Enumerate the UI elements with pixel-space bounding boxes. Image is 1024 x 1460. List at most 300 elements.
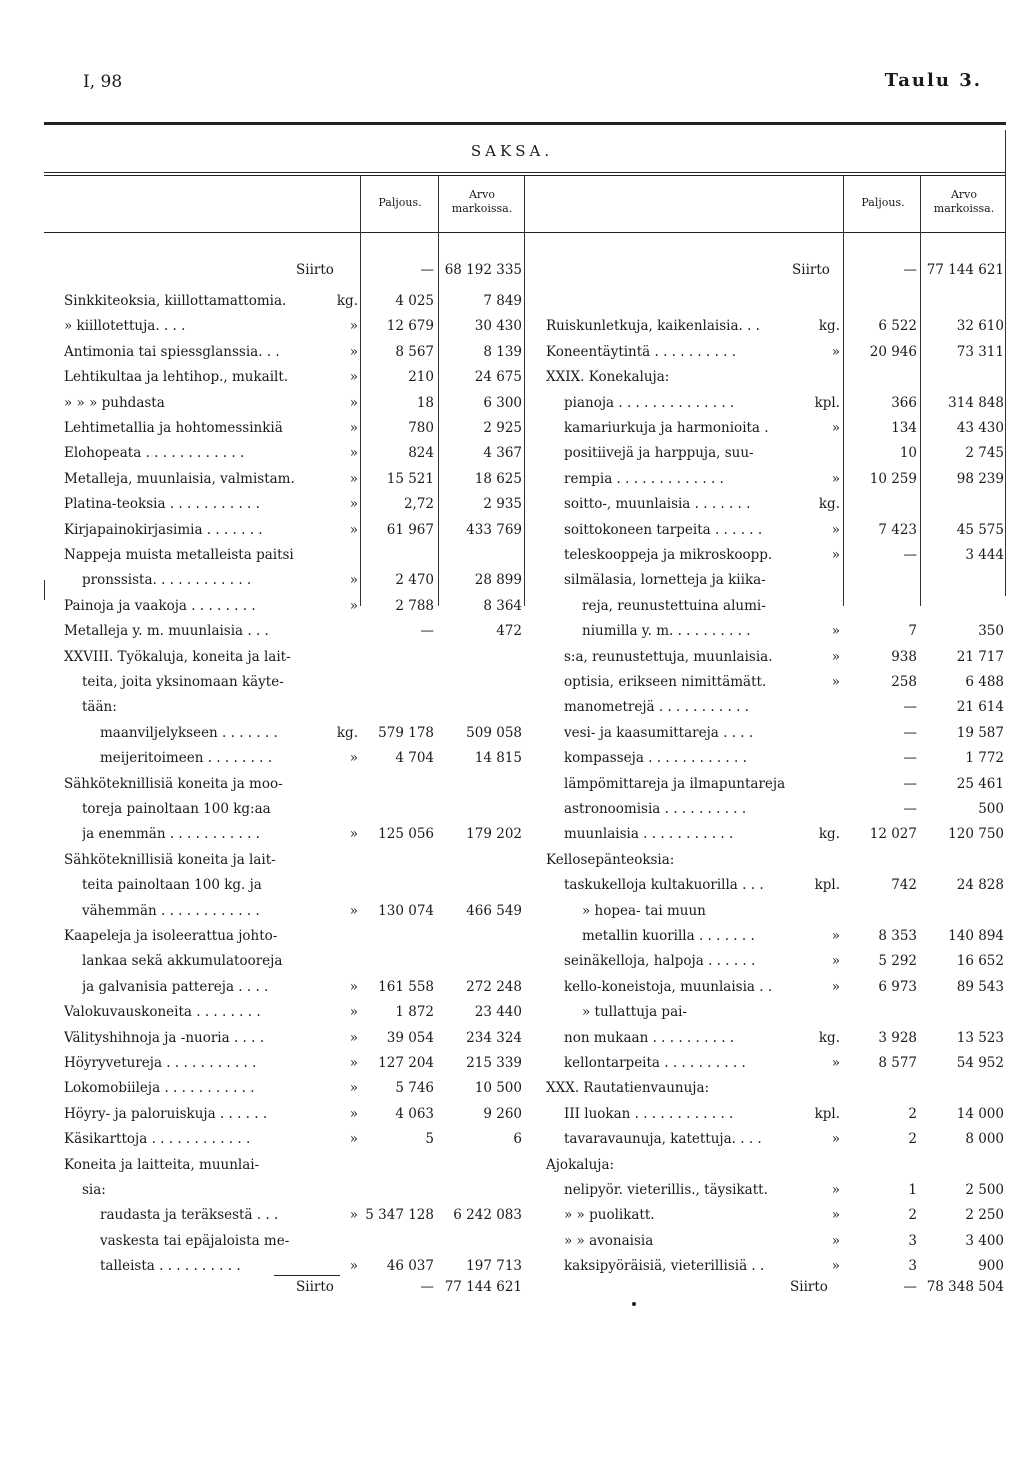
right-row-label: Ruiskunletkuja, kaikenlaisia. . .	[546, 318, 760, 335]
right-row-quantity: —	[903, 750, 917, 767]
left-row-label: Välityshihnoja ja -nuoria . . . .	[64, 1029, 264, 1046]
right-row-unit: kpl.	[814, 877, 840, 894]
left-row-unit: »	[349, 1258, 358, 1275]
right-row-quantity: —	[903, 775, 917, 792]
left-row-quantity: —	[420, 623, 434, 640]
left-row-value: 215 339	[466, 1055, 522, 1071]
left-row-value: 272 248	[466, 978, 522, 995]
left-quantity-header: Paljous.	[378, 196, 422, 209]
right-row-label: optisia, erikseen nimittämätt.	[564, 674, 767, 690]
right-row-unit: »	[831, 343, 840, 360]
left-row-label: teita painoltaan 100 kg. ja	[82, 877, 262, 894]
left-row-label: tään:	[82, 699, 117, 716]
left-row-label: Metalleja, muunlaisia, valmistam.	[64, 470, 295, 487]
right-table-row	[0, 722, 1024, 744]
right-row-quantity: 7 423	[878, 521, 917, 538]
header-rule-top	[44, 172, 1006, 173]
right-row-label: XXIX. Konekaluja:	[546, 369, 670, 386]
left-row-label: pronssista. . . . . . . . . . . .	[82, 572, 252, 589]
left-row-value: 30 430	[474, 318, 522, 335]
right-row-unit: kpl.	[814, 1105, 840, 1122]
left-row-label: teita, joita yksinomaan käyte-	[82, 674, 284, 690]
left-row-label: » kiillotettuja. . . .	[64, 318, 186, 335]
right-row-unit: kg.	[818, 1029, 840, 1046]
right-row-label: teleskooppeja ja mikroskoopp.	[564, 547, 773, 563]
right-row-value: 16 652	[956, 953, 1004, 970]
right-table-row	[0, 1077, 1024, 1099]
right-row-label: » tullattuja pai-	[582, 1004, 687, 1021]
left-row-label: Koneita ja laitteita, muunlai-	[64, 1156, 260, 1173]
right-row-unit: »	[831, 1055, 840, 1071]
right-row-quantity: 6 973	[878, 978, 917, 995]
right-table-row	[0, 874, 1024, 896]
right-table-row	[0, 646, 1024, 668]
right-table-row	[0, 620, 1024, 642]
left-carry-in-value: 68 192 335	[444, 262, 522, 278]
right-table-row	[0, 417, 1024, 439]
left-row-quantity: 824	[408, 445, 434, 462]
right-table-row	[0, 1154, 1024, 1176]
right-row-unit: »	[831, 1258, 840, 1275]
left-row-quantity: 210	[408, 369, 434, 386]
left-row-unit: »	[349, 1004, 358, 1021]
right-row-unit: kg.	[818, 826, 840, 843]
left-row-value: 8 139	[483, 343, 522, 360]
left-row-quantity: 5 347 128	[365, 1207, 434, 1224]
left-row-value: 234 324	[466, 1029, 522, 1046]
right-row-quantity: 258	[891, 674, 917, 690]
left-row-unit: »	[349, 1131, 358, 1148]
right-row-quantity: —	[903, 724, 917, 741]
right-row-unit: »	[831, 1207, 840, 1224]
right-row-label: astronoomisia . . . . . . . . . .	[564, 801, 747, 817]
right-row-value: 2 250	[965, 1207, 1004, 1224]
right-row-label: lämpömittareja ja ilmapuntareja	[564, 775, 786, 792]
right-row-label: tavaravaunuja, katettuja. . . .	[564, 1131, 762, 1148]
right-row-value: 98 239	[956, 470, 1004, 487]
left-row-label: XXVIII. Työkaluja, koneita ja lait-	[64, 648, 291, 665]
right-row-label: non mukaan . . . . . . . . . .	[564, 1029, 735, 1046]
right-row-value: 43 430	[956, 420, 1004, 436]
right-carry-out-value: 78 348 504	[926, 1279, 1004, 1295]
left-row-label: Käsikarttoja . . . . . . . . . . . .	[64, 1131, 251, 1148]
left-row-value: 6 242 083	[453, 1207, 522, 1224]
right-row-value: 21 614	[956, 699, 1004, 716]
right-row-label: niumilla y. m. . . . . . . . . .	[582, 623, 751, 640]
right-row-unit: kpl.	[814, 394, 840, 411]
left-row-quantity: 1 872	[395, 1004, 434, 1021]
left-row-label: Höyryveturejа . . . . . . . . . . .	[64, 1055, 257, 1071]
right-row-label: Koneentäytintä . . . . . . . . . .	[546, 343, 737, 360]
left-row-quantity: 15 521	[386, 470, 434, 487]
left-row-value: 179 202	[466, 826, 522, 843]
right-table-row	[0, 747, 1024, 769]
right-row-quantity: —	[903, 699, 917, 716]
right-row-quantity: 742	[891, 877, 917, 894]
left-row-value: 10 500	[474, 1080, 522, 1097]
right-table-row	[0, 341, 1024, 363]
right-row-label: kaksipyöräisiä, vieterillisiä . .	[564, 1258, 765, 1275]
left-row-quantity: 2 470	[395, 572, 434, 589]
right-row-quantity: 12 027	[869, 826, 917, 843]
left-row-quantity: 127 204	[378, 1055, 434, 1071]
left-row-label: lankaa sekä akkumulatooreja	[82, 953, 283, 970]
right-row-quantity: —	[903, 801, 917, 817]
left-row-value: 6	[513, 1131, 522, 1148]
left-row-label: maanviljelykseen . . . . . . .	[100, 724, 278, 741]
right-row-unit: kg.	[818, 496, 840, 513]
left-row-quantity: 4 704	[395, 750, 434, 767]
left-row-unit: »	[349, 572, 358, 589]
right-row-quantity: 10	[899, 445, 917, 462]
left-row-unit: »	[349, 1029, 358, 1046]
left-row-quantity: 161 558	[378, 978, 434, 995]
right-row-quantity: 3	[908, 1232, 917, 1249]
left-row-unit: »	[349, 445, 358, 462]
right-row-label: reja, reunustettuina alumi-	[582, 597, 766, 614]
right-row-quantity: 2	[908, 1207, 917, 1224]
right-row-value: 8 000	[965, 1131, 1004, 1148]
right-table-row	[0, 468, 1024, 490]
right-table-row	[0, 823, 1024, 845]
left-row-label: sia:	[82, 1182, 106, 1198]
right-row-label: silmälasia, lornetteja ja kiika-	[564, 572, 766, 589]
right-row-label: soitto-, muunlaisia . . . . . . .	[564, 496, 751, 513]
right-row-quantity: 7	[908, 623, 917, 640]
left-row-unit: »	[349, 1207, 358, 1224]
right-row-value: 3 444	[965, 547, 1004, 563]
left-row-quantity: 12 679	[386, 318, 434, 335]
left-row-label: Kirjapainokirjasimia . . . . . . .	[64, 521, 263, 538]
right-table-row	[0, 849, 1024, 871]
right-row-label: positiivejä ja harppuja, suu-	[564, 445, 754, 462]
right-table-row	[0, 671, 1024, 693]
right-row-value: 2 500	[965, 1182, 1004, 1198]
left-carry-out-qty: —	[420, 1279, 434, 1295]
page-number: I, 98	[83, 72, 123, 92]
right-carry-out-qty: —	[903, 1279, 917, 1295]
left-row-value: 24 675	[474, 369, 522, 386]
left-row-value: 466 549	[466, 902, 522, 919]
left-row-label: Sähköteknillisiä koneita ja moo-	[64, 775, 283, 792]
left-carry-out-label: Siirto	[296, 1279, 334, 1295]
right-row-value: 19 587	[956, 724, 1004, 741]
left-row-label: ja galvanisia pattereja . . . .	[82, 978, 269, 995]
left-row-value: 4 367	[483, 445, 522, 462]
left-row-quantity: 780	[408, 420, 434, 436]
left-row-label: Metalleja y. m. muunlaisia . . .	[64, 623, 269, 640]
right-table-row	[0, 1103, 1024, 1125]
right-table-row	[0, 595, 1024, 617]
right-row-quantity: 134	[891, 420, 917, 436]
right-row-label: » » puolikatt.	[564, 1207, 655, 1224]
right-table-row	[0, 1179, 1024, 1201]
right-row-label: metallin kuorilla . . . . . . .	[582, 928, 755, 944]
left-row-quantity: 39 054	[386, 1029, 434, 1046]
right-carry-in-value: 77 144 621	[926, 262, 1004, 278]
left-row-unit: »	[349, 750, 358, 767]
right-row-value: 54 952	[956, 1055, 1004, 1071]
left-row-unit: »	[349, 826, 358, 843]
right-row-unit: »	[831, 1131, 840, 1148]
ink-dot	[632, 1302, 636, 1306]
left-row-quantity: 2 788	[395, 597, 434, 614]
left-row-quantity: 579 178	[378, 724, 434, 741]
right-row-value: 24 828	[956, 877, 1004, 894]
left-row-unit: »	[349, 902, 358, 919]
right-row-quantity: 938	[891, 648, 917, 665]
left-row-unit: »	[349, 343, 358, 360]
left-row-label: Lehtikultaa ja lehtihop., mukailt.	[64, 369, 289, 386]
left-row-unit: »	[349, 1105, 358, 1122]
right-row-value: 2 745	[965, 445, 1004, 462]
right-table-row	[0, 1001, 1024, 1023]
right-row-value: 1 772	[965, 750, 1004, 767]
right-row-unit: »	[831, 521, 840, 538]
left-value-header: Arvo markoissa.	[451, 188, 513, 215]
left-row-unit: »	[349, 521, 358, 538]
right-table-row	[0, 798, 1024, 820]
right-row-label: rempia . . . . . . . . . . . . .	[564, 470, 724, 487]
right-table-row	[0, 976, 1024, 998]
left-row-value: 8 364	[483, 597, 522, 614]
right-row-quantity: 3 928	[878, 1029, 917, 1046]
right-carry-out-label: Siirto	[790, 1279, 828, 1295]
right-row-value: 120 750	[948, 826, 1004, 843]
right-table-row	[0, 544, 1024, 566]
left-carry-in-qty: —	[420, 262, 434, 278]
right-row-value: 25 461	[956, 775, 1004, 792]
left-row-quantity: 4 063	[395, 1105, 434, 1122]
left-row-unit: kg.	[336, 293, 358, 309]
right-table-row	[0, 442, 1024, 464]
right-table-row	[0, 392, 1024, 414]
left-row-label: vaskesta tai epäjaloista me-	[100, 1232, 290, 1249]
right-row-label: s:a, reunustettuja, muunlaisia.	[564, 648, 773, 665]
left-row-quantity: 61 967	[386, 521, 434, 538]
right-row-quantity: 8 353	[878, 928, 917, 944]
right-row-value: 13 523	[956, 1029, 1004, 1046]
right-row-unit: »	[831, 623, 840, 640]
right-row-unit: »	[831, 674, 840, 690]
left-row-value: 197 713	[466, 1258, 522, 1275]
left-carry-in-label: Siirto	[296, 262, 334, 278]
country-title: SAKSA.	[470, 142, 554, 160]
right-row-quantity: 6 522	[878, 318, 917, 335]
right-row-label: pianoja . . . . . . . . . . . . . .	[564, 394, 735, 411]
left-row-value: 509 058	[466, 724, 522, 741]
right-table-row	[0, 493, 1024, 515]
right-table-row	[0, 1204, 1024, 1226]
right-row-label: kellontarpeita . . . . . . . . . .	[564, 1055, 746, 1071]
left-row-quantity: 8 567	[395, 343, 434, 360]
right-row-value: 314 848	[948, 394, 1004, 411]
right-carry-in-qty: —	[903, 262, 917, 278]
right-table-row	[0, 290, 1024, 312]
right-row-value: 73 311	[956, 343, 1004, 360]
right-table-row	[0, 1255, 1024, 1277]
right-table-row	[0, 773, 1024, 795]
left-row-quantity: 125 056	[378, 826, 434, 843]
left-row-value: 2 925	[483, 420, 522, 436]
left-row-label: Antimonia tai spiessglanssia. . .	[64, 343, 280, 360]
left-row-unit: kg.	[336, 724, 358, 741]
right-table-row	[0, 950, 1024, 972]
left-row-label: Sähköteknillisiä koneita ja lait-	[64, 851, 276, 868]
right-row-quantity: 2	[908, 1131, 917, 1148]
right-table-row	[0, 1230, 1024, 1252]
right-row-label: nelipyör. vieterillis., täysikatt.	[564, 1182, 768, 1198]
right-table-row	[0, 315, 1024, 337]
right-row-quantity: 20 946	[869, 343, 917, 360]
header-rule-top-2	[44, 175, 1006, 176]
left-row-value: 18 625	[474, 470, 522, 487]
right-row-value: 14 000	[956, 1105, 1004, 1122]
left-row-quantity: 130 074	[378, 902, 434, 919]
left-row-label: Kaapeleja ja isoleerattua johto-	[64, 928, 278, 944]
right-table-row	[0, 1027, 1024, 1049]
left-row-value: 9 260	[483, 1105, 522, 1122]
left-row-label: » » » puhdasta	[64, 394, 165, 411]
right-row-label: XXX. Rautatienvaunuja:	[546, 1080, 710, 1097]
left-row-unit: »	[349, 420, 358, 436]
right-row-quantity: 10 259	[869, 470, 917, 487]
right-table-row	[0, 696, 1024, 718]
left-row-label: Sinkkiteoksia, kiillottamattomia.	[64, 293, 287, 309]
right-row-unit: »	[831, 1232, 840, 1249]
left-row-value: 472	[496, 623, 522, 640]
right-row-label: Ajokaluja:	[546, 1156, 615, 1173]
right-row-unit: »	[831, 420, 840, 436]
right-row-label: kello-koneistoja, muunlaisia . .	[564, 978, 773, 995]
right-table-row	[0, 1052, 1024, 1074]
header-rule-bottom	[44, 232, 1006, 233]
left-row-quantity: 2,72	[403, 496, 434, 513]
left-row-label: Elohopeata . . . . . . . . . . . .	[64, 445, 245, 462]
left-row-value: 6 300	[483, 394, 522, 411]
right-row-unit: »	[831, 978, 840, 995]
left-row-quantity: 46 037	[386, 1258, 434, 1275]
left-row-label: Platina-teoksia . . . . . . . . . . .	[64, 496, 260, 513]
right-row-unit: »	[831, 928, 840, 944]
right-row-value: 89 543	[956, 978, 1004, 995]
table-label: Taulu 3.	[884, 70, 982, 91]
left-row-quantity: 4 025	[395, 293, 434, 309]
right-row-unit: »	[831, 470, 840, 487]
right-row-label: III luokan . . . . . . . . . . . .	[564, 1105, 734, 1122]
left-row-label: Lehtimetallia ja hohtomessinkiä	[64, 420, 283, 436]
right-row-value: 350	[978, 623, 1004, 640]
right-row-quantity: —	[903, 547, 917, 563]
top-rule	[44, 122, 1006, 125]
left-row-value: 23 440	[474, 1004, 522, 1021]
right-row-label: Kellosepänteoksia:	[546, 851, 675, 868]
right-row-label: taskukelloja kultakuorilla . . .	[564, 877, 764, 894]
left-row-label: talleista . . . . . . . . . .	[100, 1258, 241, 1275]
right-carry-in-label: Siirto	[792, 262, 830, 278]
left-row-label: Valokuvauskoneita . . . . . . . .	[64, 1004, 261, 1021]
right-row-label: vesi- ja kaasumittareja . . . .	[564, 724, 754, 741]
right-table-row	[0, 569, 1024, 591]
left-row-value: 7 849	[483, 293, 522, 309]
right-row-value: 500	[978, 801, 1004, 817]
left-row-value: 28 899	[474, 572, 522, 589]
right-quantity-header: Paljous.	[861, 196, 905, 209]
right-table-row	[0, 366, 1024, 388]
right-row-value: 6 488	[965, 674, 1004, 690]
right-value-header: Arvo markoissa.	[933, 188, 995, 215]
right-table-row	[0, 925, 1024, 947]
right-table-row	[0, 900, 1024, 922]
left-row-value: 433 769	[466, 521, 522, 538]
left-row-quantity: 5	[425, 1131, 434, 1148]
right-table-row	[0, 519, 1024, 541]
left-row-quantity: 18	[416, 394, 434, 411]
left-row-label: toreja painoltaan 100 kg:aa	[82, 801, 271, 817]
right-row-value: 3 400	[965, 1232, 1004, 1249]
right-row-unit: kg.	[818, 318, 840, 335]
left-row-quantity: 5 746	[395, 1080, 434, 1097]
left-row-unit: »	[349, 978, 358, 995]
left-row-unit: »	[349, 394, 358, 411]
left-row-unit: »	[349, 597, 358, 614]
right-row-unit: »	[831, 953, 840, 970]
left-carry-out-value: 77 144 621	[444, 1279, 522, 1295]
right-row-unit: »	[831, 1182, 840, 1198]
right-row-quantity: 2	[908, 1105, 917, 1122]
right-row-label: manometrejä . . . . . . . . . . .	[564, 699, 749, 716]
right-table-row	[0, 1128, 1024, 1150]
right-row-unit: »	[831, 648, 840, 665]
right-row-label: soittokoneen tarpeita . . . . . .	[564, 521, 763, 538]
left-row-unit: »	[349, 1080, 358, 1097]
left-row-unit: »	[349, 318, 358, 335]
right-row-label: » » avonaisia	[564, 1232, 654, 1249]
right-row-label: kamariurkuja ja harmonioita .	[564, 420, 769, 436]
right-row-value: 32 610	[956, 318, 1004, 335]
left-row-unit: »	[349, 470, 358, 487]
right-row-label: seinäkelloja, halpoja . . . . . .	[564, 953, 756, 970]
left-row-value: 2 935	[483, 496, 522, 513]
right-row-quantity: 366	[891, 394, 917, 411]
right-row-quantity: 3	[908, 1258, 917, 1275]
right-row-label: muunlaisia . . . . . . . . . . .	[564, 826, 734, 843]
right-row-unit: »	[831, 547, 840, 563]
right-row-value: 21 717	[956, 648, 1004, 665]
left-row-label: ja enemmän . . . . . . . . . . .	[82, 826, 260, 843]
right-row-label: kompasseja . . . . . . . . . . . .	[564, 750, 747, 767]
right-row-quantity: 8 577	[878, 1055, 917, 1071]
left-row-unit: »	[349, 496, 358, 513]
left-row-label: meijeritoimeen . . . . . . . .	[100, 750, 273, 767]
carry-out-rule-left	[274, 1275, 340, 1276]
left-row-unit: »	[349, 1055, 358, 1071]
right-row-value: 900	[978, 1258, 1004, 1275]
left-row-label: Nappeja muista metalleista paitsi	[64, 547, 294, 563]
right-row-quantity: 5 292	[878, 953, 917, 970]
left-row-label: Höyry- ja paloruiskuja . . . . . .	[64, 1105, 268, 1122]
right-row-quantity: 1	[908, 1182, 917, 1198]
right-row-label: » hopea- tai muun	[582, 902, 706, 919]
left-row-value: 14 815	[474, 750, 522, 767]
left-row-label: raudasta ja teräksestä . . .	[100, 1207, 279, 1224]
left-row-label: vähemmän . . . . . . . . . . . .	[82, 902, 260, 919]
left-row-label: Lokomobiileja . . . . . . . . . . .	[64, 1080, 255, 1097]
right-row-value: 140 894	[948, 928, 1004, 944]
right-row-value: 45 575	[956, 521, 1004, 538]
left-row-unit: »	[349, 369, 358, 386]
left-row-label: Painoja ja vaakoja . . . . . . . .	[64, 597, 256, 614]
